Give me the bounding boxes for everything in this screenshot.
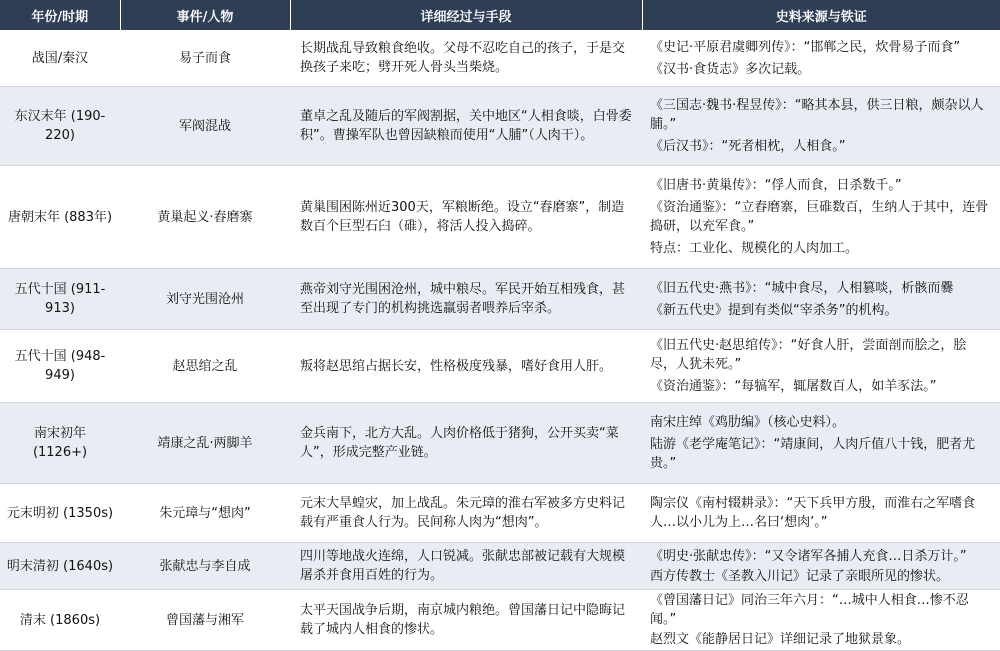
event-cell: 朱元璋与“想肉” [120,484,290,543]
header-row [0,0,1000,30]
source-line: 《旧五代史·赵思绾传》：“好食人肝，尝面剖而脍之，脍尽，人犹未死。” [650,338,967,372]
event-cell: 军阀混战 [120,87,290,166]
source-line: 《资治通鉴》：“立舂磨寨，巨碓数百，生纳人于其中，连骨捣研，以充军食。” [650,200,989,234]
year-cell: 五代十国 (948-949) [0,330,120,403]
sources-cell [642,543,1000,590]
header-event: 事件/人物 [120,0,290,30]
event-cell: 靖康之乱·两脚羊 [120,403,290,484]
event-cell: 易子而食 [120,30,290,87]
source-line: 《后汉书》：“死者相枕，人相食。” [650,139,846,154]
source-line: 陆游《老学庵笔记》：“靖康间，人肉斤值八十钱，肥者尤贵。” [650,437,976,471]
detail-cell: 元末大旱蝗灾，加上战乱。朱元璋的淮右军被多方史料记载有严重食人行为。民间称人肉为“想肉”。 [290,484,642,543]
sources-cell [642,403,1000,484]
year-cell: 清末 (1860s) [0,590,120,651]
source-line: 陶宗仪《南村辍耕录》：“天下兵甲方殷，而淮右之军嗜食人…以小儿为上…名曰‘想肉’。” [650,496,976,530]
table-row [0,590,1000,651]
source-line: 《史记·平原君虞卿列传》：“邯郸之民，炊骨易子而食” [650,39,961,55]
sources-cell [642,269,1000,330]
detail-cell: 四川等地战火连绵，人口锐减。张献忠部被记载有大规模屠杀并食用百姓的行为。 [290,543,642,590]
year-cell: 东汉末年 (190-220) [0,87,120,166]
table-row [0,403,1000,484]
header-year: 年份/时期 [0,0,120,30]
detail-cell: 董卓之乱及随后的军阀割据，关中地区“人相食啖，白骨委积”。曹操军队也曾因缺粮而使用“人脯”（人肉干）。 [290,87,642,166]
source-line: 《明史·张献忠传》：“又令诸军各捕人充食…日杀万计。” [650,548,967,564]
source-line: 《汉书·食货志》多次记载。 [650,61,811,77]
year-cell: 战国/秦汉 [0,30,120,87]
source-line: 特点：工业化、规模化的人肉加工。 [650,241,859,256]
header-detail: 详细经过与手段 [290,0,642,30]
event-cell: 黄巢起义·舂磨寨 [120,166,290,269]
source-line: 赵烈文《能静居日记》详细记录了地狱景象。 [650,632,911,647]
source-line: 《三国志·魏书·程昱传》：“略其本县，供三日粮，颇杂以人脯。” [650,98,984,132]
year-cell: 元末明初 (1350s) [0,484,120,543]
sources-cell [642,166,1000,269]
source-line: 《资治通鉴》：“每犒军，辄屠数百人，如羊豕法。” [650,379,937,394]
table-row [0,87,1000,166]
source-line: 《旧唐书·黄巢传》：“俘人而食，日杀数千。” [650,178,902,193]
detail-cell: 叛将赵思绾占据长安，性格极度残暴，嗜好食用人肝。 [290,330,642,403]
year-cell: 唐朝末年 (883年) [0,166,120,269]
sources-cell [642,30,1000,87]
year-cell: 南宋初年 (1126+) [0,403,120,484]
event-cell: 曾国藩与湘军 [120,590,290,651]
event-cell: 刘守光围沧州 [120,269,290,330]
table-row [0,484,1000,543]
table-row [0,330,1000,403]
table-row [0,543,1000,590]
event-cell: 赵思绾之乱 [120,330,290,403]
detail-cell: 黄巢围困陈州近300天，军粮断绝。设立“舂磨寨”，制造数百个巨型石臼（碓），将活人投入捣碎。 [290,166,642,269]
year-cell: 五代十国 (911-913) [0,269,120,330]
header-sources: 史料来源与铁证 [642,0,1000,30]
table-row [0,166,1000,269]
event-cell: 张献忠与李自成 [120,543,290,590]
source-line: 《曾国藩日记》同治三年六月：“…城中人相食…惨不忍闻。” [650,593,969,627]
detail-cell: 太平天国战争后期，南京城内粮绝。曾国藩日记中隐晦记载了城内人相食的惨状。 [290,590,642,651]
sources-cell [642,590,1000,651]
detail-cell: 长期战乱导致粮食绝收。父母不忍吃自己的孩子，于是交换孩子来吃；劈开死人骨头当柴烧。 [290,30,642,87]
source-line: 西方传教士《圣教入川记》记录了亲眼所见的惨状。 [650,568,950,584]
detail-cell: 金兵南下，北方大乱。人肉价格低于猪狗，公开买卖“菜人”，形成完整产业链。 [290,403,642,484]
sources-cell [642,330,1000,403]
table-row [0,269,1000,330]
source-line: 《旧五代史·燕书》：“城中食尽，人相篡啖，析骸而爨 [650,280,954,296]
detail-cell: 燕帝刘守光围困沧州，城中粮尽。军民开始互相残食，甚至出现了专门的机构挑选羸弱者喂养后宰杀。 [290,269,642,330]
sources-cell [642,87,1000,166]
year-cell: 明末清初 (1640s) [0,543,120,590]
source-line: 南宋庄绰《鸡肋编》（核心史料）。 [650,415,846,430]
sources-cell [642,484,1000,543]
source-line: 《新五代史》提到有类似“宰杀务”的机构。 [650,302,898,318]
table-row [0,30,1000,87]
